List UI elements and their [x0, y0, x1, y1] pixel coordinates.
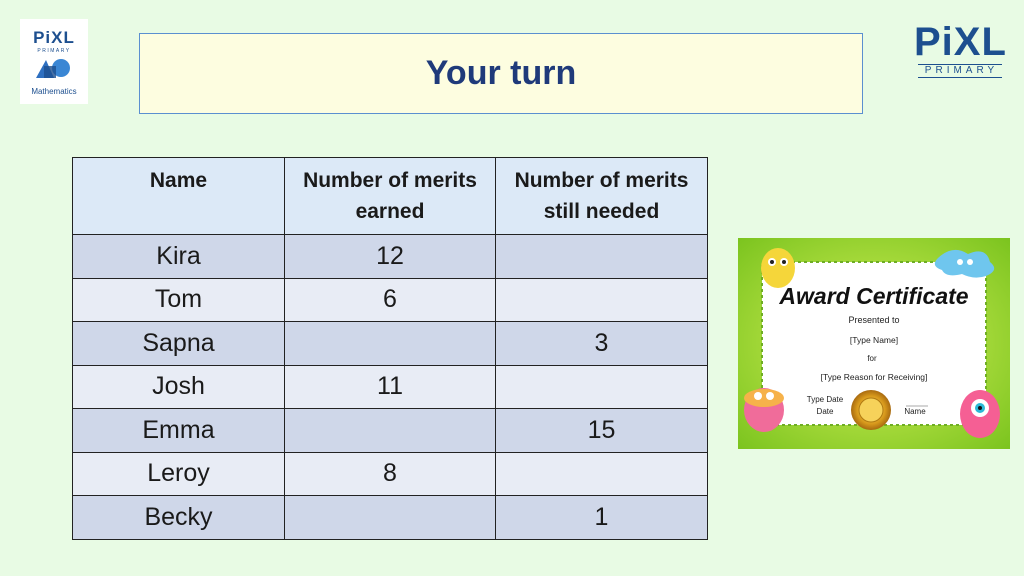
cell-earned: [285, 322, 496, 366]
cert-name: [Type Name]: [849, 335, 899, 345]
pixl-primary-logo: [914, 22, 1006, 84]
cell-needed: 15: [496, 409, 708, 453]
pixl-mathematics-logo: [20, 19, 88, 104]
cell-needed: [496, 452, 708, 496]
cell-earned: 8: [285, 452, 496, 496]
header-name: Name: [73, 158, 285, 235]
cert-for: for: [867, 354, 877, 363]
page-title: Your turn: [425, 54, 577, 92]
cell-needed: 3: [496, 322, 708, 366]
cell-earned: [285, 496, 496, 540]
table-row: [73, 452, 708, 496]
cell-name: Josh: [73, 365, 285, 409]
shapes-icon: [32, 56, 76, 80]
yellow-monster-icon: [761, 248, 795, 288]
cert-presented: Presented to: [848, 315, 900, 325]
cell-needed: [496, 278, 708, 322]
logo-subject: Mathematics: [31, 87, 77, 96]
table-row: [73, 278, 708, 322]
logo-brand: PiXL: [33, 28, 75, 47]
cert-name-label: Name: [904, 407, 926, 416]
pink-cupcake-monster-icon: [744, 388, 784, 432]
cell-needed: [496, 365, 708, 409]
cell-needed: [496, 235, 708, 279]
table-row: [73, 365, 708, 409]
header-earned: Number of merits earned: [285, 158, 496, 235]
cell-name: Sapna: [73, 322, 285, 366]
merits-table: [72, 157, 708, 540]
header-needed: Number of merits still needed: [496, 158, 708, 235]
table-header-row: [73, 158, 708, 235]
table-row: [73, 409, 708, 453]
cell-earned: 11: [285, 365, 496, 409]
logo-subtitle: PRIMARY: [37, 48, 71, 54]
cell-name: Emma: [73, 409, 285, 453]
table-row: [73, 322, 708, 366]
cell-name: Kira: [73, 235, 285, 279]
cell-needed: 1: [496, 496, 708, 540]
cell-earned: 12: [285, 235, 496, 279]
cell-earned: 6: [285, 278, 496, 322]
cert-type-date: Type Date: [806, 395, 844, 404]
award-certificate-image: [738, 238, 1010, 449]
logo-subtitle-right: PRIMARY: [918, 64, 1002, 78]
cert-reason: [Type Reason for Receiving]: [820, 372, 928, 382]
cell-name: Tom: [73, 278, 285, 322]
cert-heading: Award Certificate: [779, 283, 969, 309]
logo-brand-right: PiXL: [914, 20, 1007, 64]
pink-one-eye-monster-icon: [960, 390, 1000, 438]
cell-name: Becky: [73, 496, 285, 540]
cert-date: Date: [816, 407, 834, 416]
table-row: [73, 235, 708, 279]
medal-icon: [851, 390, 891, 430]
cell-earned: [285, 409, 496, 453]
table-row: [73, 496, 708, 540]
cell-name: Leroy: [73, 452, 285, 496]
title-banner: [139, 33, 863, 114]
